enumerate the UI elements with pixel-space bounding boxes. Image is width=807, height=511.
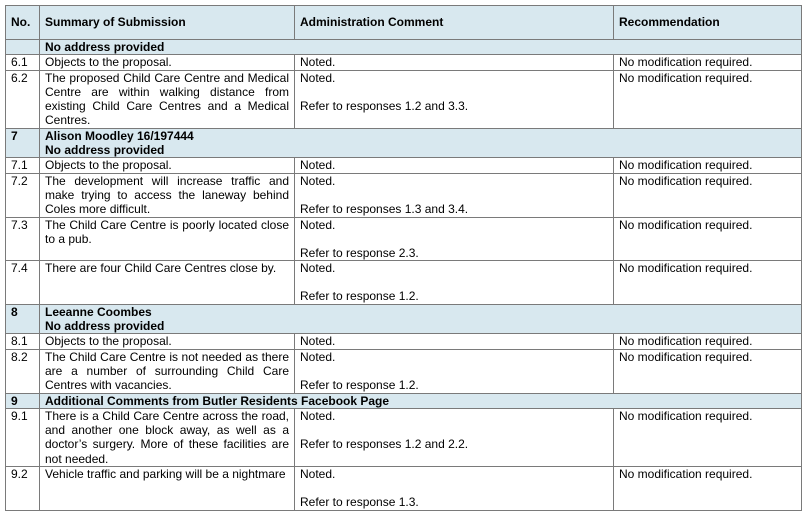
- item-number: 9.1: [6, 408, 40, 466]
- comment-reference: Refer to responses 1.2 and 2.2.: [300, 437, 469, 452]
- comment-cell: [295, 334, 614, 349]
- comment-cell: [295, 158, 614, 173]
- summary-cell: There is a Child Care Centre across the road, and another one block away, as well as a doctor’s surgery. More of these facilities are not needed.: [40, 408, 295, 466]
- comment-line: Noted.: [300, 55, 336, 70]
- comment-line: Noted.: [300, 173, 336, 188]
- group-row: [6, 40, 802, 55]
- summary-cell: The development will increase traffic and make trying to access the laneway behind Coles more difficult.: [40, 173, 295, 217]
- group-heading: [40, 393, 802, 408]
- summary-cell: There are four Child Care Centres close by.: [40, 261, 295, 305]
- summary-cell: Vehicle traffic and parking will be a nightmare: [40, 467, 295, 511]
- table-row: [6, 408, 802, 466]
- recommendation-cell: No modification required.: [614, 261, 802, 305]
- group-number: 7: [6, 128, 40, 158]
- comment-cell: [295, 467, 614, 511]
- table-row: [6, 349, 802, 393]
- header-comment: Administration Comment: [295, 6, 614, 40]
- item-number: 8.1: [6, 334, 40, 349]
- comment-line: Noted.: [300, 158, 336, 173]
- recommendation-cell: No modification required.: [614, 217, 802, 261]
- comment-reference: Refer to response 2.3.: [300, 245, 419, 260]
- item-number: 7.3: [6, 217, 40, 261]
- comment-line: Noted.: [300, 334, 336, 349]
- group-line: No address provided: [45, 143, 165, 158]
- recommendation-cell: No modification required.: [614, 467, 802, 511]
- recommendation-cell: No modification required.: [614, 55, 802, 70]
- comment-line: Noted.: [300, 408, 336, 423]
- group-line: Leeanne Coombes: [45, 304, 152, 319]
- table-row: [6, 70, 802, 128]
- comment-cell: [295, 217, 614, 261]
- comment-reference: Refer to response 1.3.: [300, 495, 419, 510]
- table-row: [6, 467, 802, 511]
- item-number: 6.1: [6, 55, 40, 70]
- table-row: [6, 334, 802, 349]
- item-number: 6.2: [6, 70, 40, 128]
- comment-cell: [295, 408, 614, 466]
- summary-cell: The proposed Child Care Centre and Medical Centre are within walking distance from existing Child Care Centres and a Medical Centres.: [40, 70, 295, 128]
- group-number: [6, 40, 40, 55]
- recommendation-cell: No modification required.: [614, 334, 802, 349]
- table-row: [6, 261, 802, 305]
- group-line: No address provided: [45, 40, 165, 54]
- item-number: 7.1: [6, 158, 40, 173]
- comment-cell: [295, 261, 614, 305]
- comment-cell: [295, 70, 614, 128]
- summary-cell: Objects to the proposal.: [40, 334, 295, 349]
- group-heading: [40, 304, 802, 334]
- comment-line: Noted.: [300, 70, 336, 85]
- table-row: [6, 217, 802, 261]
- comment-cell: [295, 55, 614, 70]
- group-heading: [40, 128, 802, 158]
- summary-cell: Objects to the proposal.: [40, 55, 295, 70]
- comment-line: Noted.: [300, 349, 336, 364]
- recommendation-cell: No modification required.: [614, 70, 802, 128]
- item-number: 9.2: [6, 467, 40, 511]
- comment-reference: Refer to response 1.2.: [300, 377, 419, 392]
- recommendation-cell: No modification required.: [614, 173, 802, 217]
- group-row: [6, 304, 802, 334]
- table-row: [6, 55, 802, 70]
- header-row: [6, 6, 802, 40]
- header-no: No.: [6, 6, 40, 40]
- group-line: No address provided: [45, 319, 165, 334]
- table-row: [6, 173, 802, 217]
- group-row: [6, 393, 802, 408]
- item-number: 7.2: [6, 173, 40, 217]
- comment-line: Noted.: [300, 261, 336, 276]
- summary-cell: The Child Care Centre is poorly located close to a pub.: [40, 217, 295, 261]
- table-body: [6, 40, 802, 511]
- group-number: 8: [6, 304, 40, 334]
- header-summary: Summary of Submission: [40, 6, 295, 40]
- group-line: Alison Moodley 16/197444: [45, 128, 194, 143]
- comment-cell: [295, 349, 614, 393]
- summary-cell: The Child Care Centre is not needed as there are a number of surrounding Child Care Centres with vacancies.: [40, 349, 295, 393]
- summary-cell: Objects to the proposal.: [40, 158, 295, 173]
- group-heading: [40, 40, 802, 55]
- header-recommendation: Recommendation: [614, 6, 802, 40]
- recommendation-cell: No modification required.: [614, 158, 802, 173]
- submissions-table: [5, 5, 802, 511]
- comment-reference: Refer to responses 1.3 and 3.4.: [300, 201, 469, 216]
- recommendation-cell: No modification required.: [614, 408, 802, 466]
- comment-line: Noted.: [300, 467, 336, 482]
- comment-line: Noted.: [300, 217, 336, 232]
- recommendation-cell: No modification required.: [614, 349, 802, 393]
- item-number: 8.2: [6, 349, 40, 393]
- group-line: Additional Comments from Butler Residents Facebook Page: [45, 393, 390, 408]
- comment-reference: Refer to response 1.2.: [300, 289, 419, 304]
- comment-cell: [295, 173, 614, 217]
- item-number: 7.4: [6, 261, 40, 305]
- group-number: 9: [6, 393, 40, 408]
- comment-reference: Refer to responses 1.2 and 3.3.: [300, 98, 469, 113]
- table-row: [6, 158, 802, 173]
- group-row: [6, 128, 802, 158]
